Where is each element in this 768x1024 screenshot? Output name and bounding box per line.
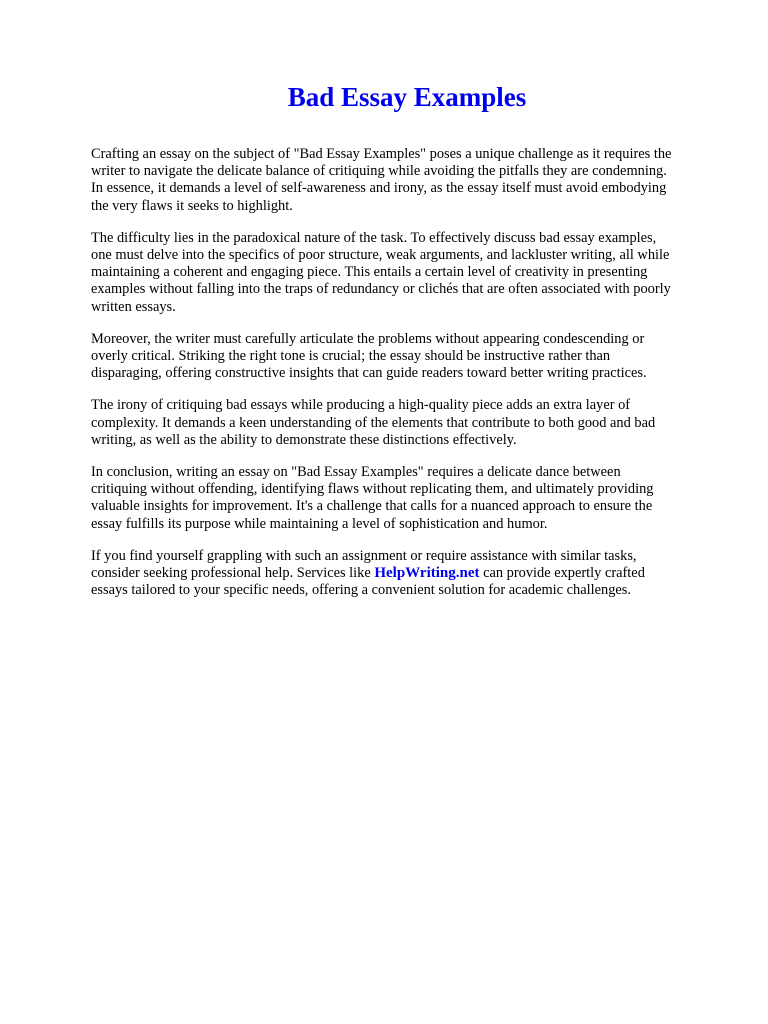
paragraph-line: maintaining a coherent and engaging piece. This entails a certain level of creativity in presenting [91,264,648,281]
closing-text-after-link: can provide expertly crafted [479,565,645,582]
paragraph-line: In essence, it demands a level of self-awareness and irony, as the essay itself must avoid embodying [91,180,667,197]
body-paragraph [91,464,731,533]
body-paragraph [91,397,731,449]
paragraph-line: disparaging, offering constructive insights that can guide readers toward better writing practices. [91,365,647,382]
paragraph-line: The irony of critiquing bad essays while producing a high-quality piece adds an extra layer of [91,397,631,414]
paragraph-line: writing, as well as the ability to demonstrate these distinctions effectively. [91,431,517,448]
paragraph-line: essay fulfills its purpose while maintaining a level of sophistication and humor. [91,515,548,532]
essay-body [91,146,731,614]
paragraph-line: essays tailored to your specific needs, offering a convenient solution for academic challenges. [91,582,631,599]
paragraph-line: writer to navigate the delicate balance of critiquing while avoiding the pitfalls they are condemning. [91,163,667,180]
page-title: Bad Essay Examples [287,82,527,112]
closing-text-before-link: consider seeking professional help. Services like [91,565,375,582]
paragraph-list [91,146,731,533]
paragraph-line: examples without falling into the traps of redundancy or clichés that are often associated with poorly [91,281,671,298]
paragraph-line: Moreover, the writer must carefully articulate the problems without appearing condescending or [91,330,645,347]
paragraph-line: Crafting an essay on the subject of "Bad Essay Examples" poses a unique challenge as it requires the [91,146,672,162]
helpwriting-link[interactable]: HelpWriting.net [374,565,480,582]
paragraph-line: critiquing without offending, identifying flaws without replicating them, and ultimately providing [91,481,654,498]
paragraph-line: valuable insights for improvement. It's a challenge that calls for a nuanced approach to ensure the [91,498,653,515]
paragraph-line: complexity. It demands a keen understanding of the elements that contribute to both good and bad [91,414,656,431]
paragraph-line: In conclusion, writing an essay on "Bad Essay Examples" requires a delicate dance between [91,464,621,481]
body-paragraph [91,230,731,316]
paragraph-line: written essays. [91,298,176,315]
paragraph-line [91,565,731,582]
paragraph-line: overly critical. Striking the right tone is crucial; the essay should be instructive rather than [91,348,611,365]
body-paragraph [91,331,731,383]
paragraph-line: one must delve into the specifics of poor structure, weak arguments, and lackluster writing, all while [91,247,670,264]
paragraph-line: If you find yourself grappling with such an assignment or require assistance with similar tasks, [91,547,637,564]
paragraph-line: The difficulty lies in the paradoxical nature of the task. To effectively discuss bad essay examples, [91,229,657,246]
body-paragraph [91,146,731,215]
paragraph-line: the very flaws it seeks to highlight. [91,197,293,214]
closing-paragraph [91,548,731,600]
